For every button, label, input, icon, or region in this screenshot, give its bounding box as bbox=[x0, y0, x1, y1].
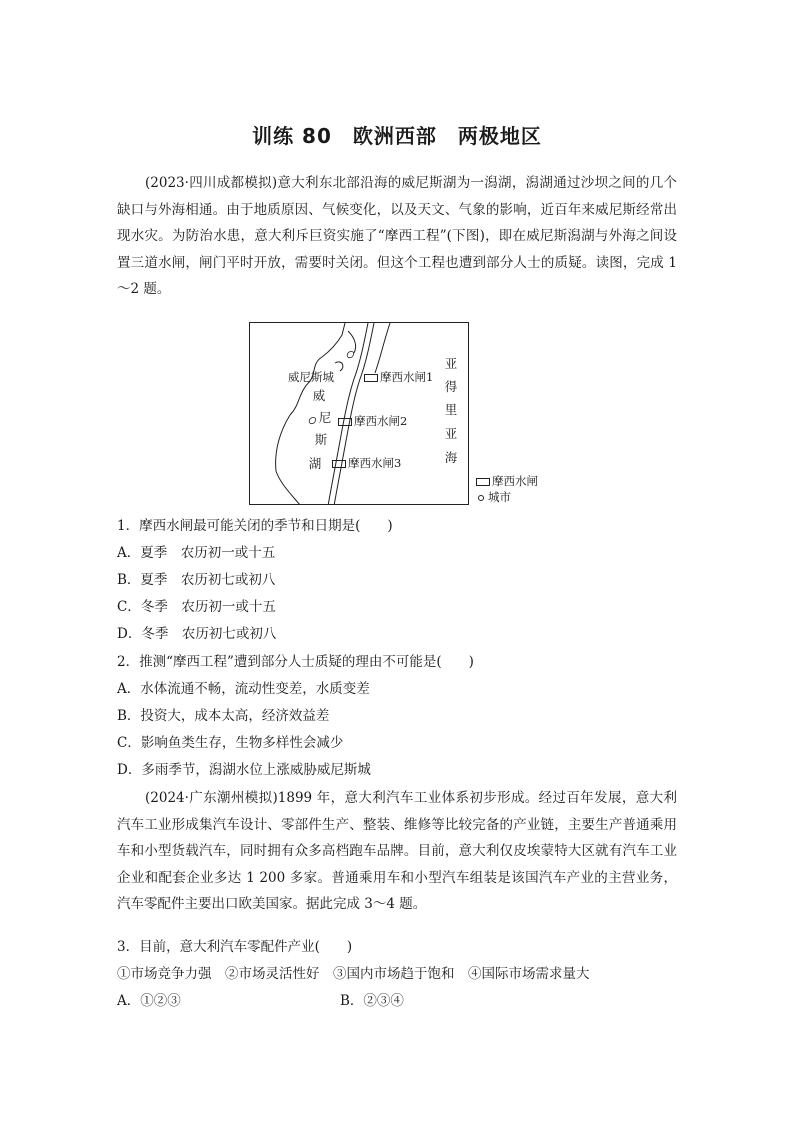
question-1-stem: 1．摩西水闸最可能关闭的季节和日期是( ) bbox=[117, 518, 393, 534]
city-label: 威尼斯城 bbox=[288, 370, 334, 384]
gate-icon bbox=[338, 418, 352, 426]
city-dot-icon bbox=[478, 495, 484, 501]
legend-gate: 摩西水闸 bbox=[476, 474, 538, 488]
venice-map bbox=[249, 322, 469, 505]
page-title: 训练 80 欧洲西部 两极地区 bbox=[252, 124, 542, 148]
question-3-option-b: B．②③④ bbox=[340, 993, 404, 1009]
lagoon-char: 湖 bbox=[308, 456, 322, 471]
question-1-option-b: B．夏季 农历初七或初八 bbox=[117, 572, 276, 588]
passage-1: (2023·四川成都模拟)意大利东北部沿海的威尼斯湖为一潟湖，潟湖通过沙坝之间的几个缺口与外海相通。由于地质原因、气候变化，以及天文、气象的影响，近百年来威尼斯经常出现水灾。为防治水患，意大利斥巨资实施了“摩西工程”(下图)，即在威尼斯潟湖与外海之间设置三道水闸，闸门平时开放，需要时关闭。但这个工程也遭到部分人士的质疑。读图，完成 1～2 题。 bbox=[117, 175, 677, 297]
legend-city: 城市 bbox=[476, 490, 511, 504]
gate-icon bbox=[364, 374, 378, 382]
question-1-option-c: C．冬季 农历初一或十五 bbox=[117, 599, 276, 615]
gate-icon bbox=[332, 460, 346, 468]
sea-char: 里 bbox=[444, 402, 458, 417]
question-2-option-b: B．投资大，成本太高，经济效益差 bbox=[117, 708, 330, 724]
sea-char: 海 bbox=[444, 450, 458, 465]
sea-char: 亚 bbox=[444, 426, 458, 441]
lagoon-char: 威 bbox=[312, 388, 326, 403]
question-2-option-d: D．多雨季节，潟湖水位上涨威胁威尼斯城 bbox=[117, 762, 371, 778]
lagoon-char: 斯 bbox=[314, 432, 328, 447]
question-3-stem: 3．目前，意大利汽车零配件产业( ) bbox=[117, 939, 353, 955]
question-3-items: ①市场竞争力强 ②市场灵活性好 ③国内市场趋于饱和 ④国际市场需求量大 bbox=[117, 966, 590, 982]
question-2-option-c: C．影响鱼类生存，生物多样性会减少 bbox=[117, 735, 344, 751]
question-2-stem: 2．推测“摩西工程”遭到部分人士质疑的理由不可能是( ) bbox=[117, 654, 474, 670]
question-2-option-a: A．水体流通不畅，流动性变差，水质变差 bbox=[117, 681, 370, 697]
passage-2: (2024·广东潮州模拟)1899 年，意大利汽车工业体系初步形成。经过百年发展，意大利汽车工业形成集汽车设计、零部件生产、整装、维修等比较完备的产业链，主要生产普通乘用车和小型货载汽车，同时拥有众多高档跑车品牌。目前，意大利仅皮埃蒙特大区就有汽车工业企业和配套企业多达 1 200 多家。普通乘用车和小型汽车组装是该国汽车产业的主营业务，汽车零配件主要出口欧美国家。据此完成 3～4 题。 bbox=[117, 790, 677, 912]
question-1-option-d: D．冬季 农历初七或初八 bbox=[117, 626, 277, 642]
sea-char: 亚 bbox=[444, 356, 458, 371]
gate-icon bbox=[476, 478, 490, 486]
sea-char: 得 bbox=[444, 379, 458, 394]
gate-3-label: 摩西水闸3 bbox=[332, 457, 401, 470]
question-3-option-a: A．①②③ bbox=[117, 993, 181, 1009]
gate-2-label: 摩西水闸2 bbox=[338, 415, 407, 428]
lagoon-char: 尼 bbox=[318, 410, 332, 425]
gate-1-label: 摩西水闸1 bbox=[364, 371, 433, 384]
question-1-option-a: A．夏季 农历初一或十五 bbox=[117, 545, 276, 561]
